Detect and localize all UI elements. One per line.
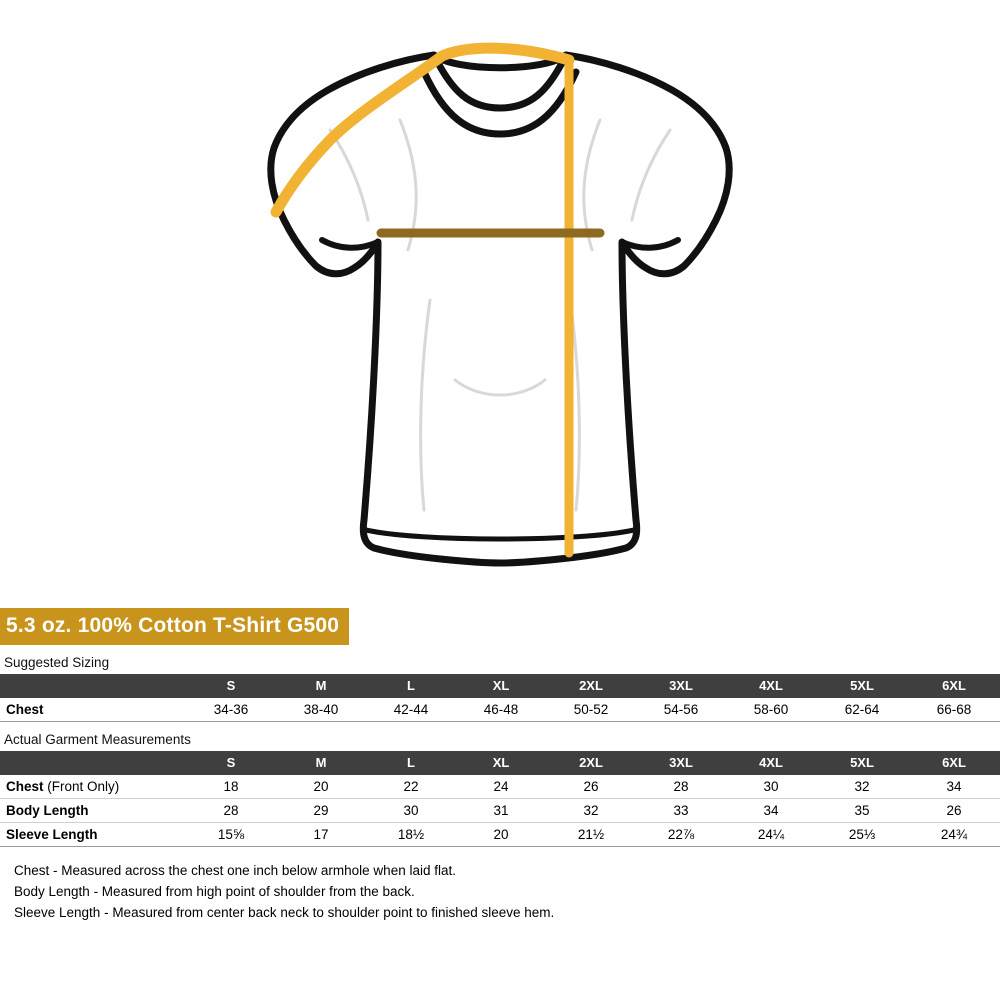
- page-title: 5.3 oz. 100% Cotton T-Shirt G500: [0, 608, 349, 645]
- actual-measurements-table: [0, 751, 1000, 847]
- row-label-text: Body Length: [6, 803, 89, 818]
- suggested-sizing-table-block: [0, 674, 1000, 722]
- suggested-sizing-table: [0, 674, 1000, 722]
- col-header-m: M: [276, 674, 366, 698]
- cell-body-length-m: 29: [276, 799, 366, 823]
- col-header-5xl: 5XL: [816, 674, 908, 698]
- cell-chest-5xl: 62-64: [816, 698, 908, 722]
- row-label-text: Sleeve Length: [6, 827, 98, 842]
- row-label-chest-front-only: [0, 775, 186, 799]
- table-row: [0, 799, 1000, 823]
- actual-measurements-heading: Actual Garment Measurements: [4, 732, 191, 747]
- cell-chest-s: 18: [186, 775, 276, 799]
- table-row: [0, 823, 1000, 847]
- cell-sleeve-length-2xl: 21½: [546, 823, 636, 847]
- cell-sleeve-length-4xl: 24¼: [726, 823, 816, 847]
- cell-chest-s: 34-36: [186, 698, 276, 722]
- table-header-row: [0, 674, 1000, 698]
- cell-body-length-s: 28: [186, 799, 276, 823]
- cell-chest-2xl: 26: [546, 775, 636, 799]
- cell-body-length-5xl: 35: [816, 799, 908, 823]
- cell-body-length-3xl: 33: [636, 799, 726, 823]
- col-header-2xl: 2XL: [546, 674, 636, 698]
- col-header-6xl: 6XL: [908, 674, 1000, 698]
- cell-body-length-xl: 31: [456, 799, 546, 823]
- col-header-l: L: [366, 751, 456, 775]
- cell-body-length-4xl: 34: [726, 799, 816, 823]
- cell-sleeve-length-6xl: 24¾: [908, 823, 1000, 847]
- col-header-2xl: 2XL: [546, 751, 636, 775]
- cell-chest-xl: 24: [456, 775, 546, 799]
- col-header-5xl: 5XL: [816, 751, 908, 775]
- col-header-label: [0, 751, 186, 775]
- row-label-text: Chest: [6, 779, 44, 794]
- cell-sleeve-length-l: 18½: [366, 823, 456, 847]
- cell-chest-3xl: 28: [636, 775, 726, 799]
- col-header-4xl: 4XL: [726, 751, 816, 775]
- cell-chest-xl: 46-48: [456, 698, 546, 722]
- cell-chest-m: 20: [276, 775, 366, 799]
- col-header-3xl: 3XL: [636, 751, 726, 775]
- cell-chest-l: 42-44: [366, 698, 456, 722]
- cell-sleeve-length-xl: 20: [456, 823, 546, 847]
- cell-chest-m: 38-40: [276, 698, 366, 722]
- row-label-note: (Front Only): [43, 779, 120, 794]
- cell-body-length-2xl: 32: [546, 799, 636, 823]
- cell-chest-6xl: 34: [908, 775, 1000, 799]
- col-header-s: S: [186, 751, 276, 775]
- col-header-6xl: 6XL: [908, 751, 1000, 775]
- cell-sleeve-length-m: 17: [276, 823, 366, 847]
- suggested-sizing-heading: Suggested Sizing: [4, 655, 110, 670]
- col-header-xl: XL: [456, 751, 546, 775]
- row-label-sleeve-length: [0, 823, 186, 847]
- cell-sleeve-length-s: 15⅝: [186, 823, 276, 847]
- cell-chest-5xl: 32: [816, 775, 908, 799]
- col-header-label: [0, 674, 186, 698]
- col-header-3xl: 3XL: [636, 674, 726, 698]
- cell-body-length-6xl: 26: [908, 799, 1000, 823]
- row-label-text: Chest: [6, 702, 44, 717]
- col-header-4xl: 4XL: [726, 674, 816, 698]
- note-body-length: Body Length - Measured from high point of shoulder from the back.: [14, 883, 415, 899]
- col-header-s: S: [186, 674, 276, 698]
- cell-chest-4xl: 58-60: [726, 698, 816, 722]
- col-header-m: M: [276, 751, 366, 775]
- cell-chest-3xl: 54-56: [636, 698, 726, 722]
- col-header-xl: XL: [456, 674, 546, 698]
- actual-measurements-table-block: [0, 751, 1000, 847]
- note-sleeve-length: Sleeve Length - Measured from center back neck to shoulder point to finished sleeve hem.: [14, 904, 555, 920]
- table-header-row: [0, 751, 1000, 775]
- row-label-chest: [0, 698, 186, 722]
- table-row: [0, 775, 1000, 799]
- cell-sleeve-length-5xl: 25⅓: [816, 823, 908, 847]
- cell-chest-2xl: 50-52: [546, 698, 636, 722]
- cell-chest-6xl: 66-68: [908, 698, 1000, 722]
- note-chest: Chest - Measured across the chest one inch below armhole when laid flat.: [14, 863, 456, 878]
- col-header-l: L: [366, 674, 456, 698]
- cell-sleeve-length-3xl: 22⅞: [636, 823, 726, 847]
- cell-chest-4xl: 30: [726, 775, 816, 799]
- table-row: [0, 698, 1000, 722]
- cell-body-length-l: 30: [366, 799, 456, 823]
- title-wrap: [0, 608, 1000, 645]
- measurement-notes: [14, 861, 1000, 924]
- row-label-body-length: [0, 799, 186, 823]
- cell-chest-l: 22: [366, 775, 456, 799]
